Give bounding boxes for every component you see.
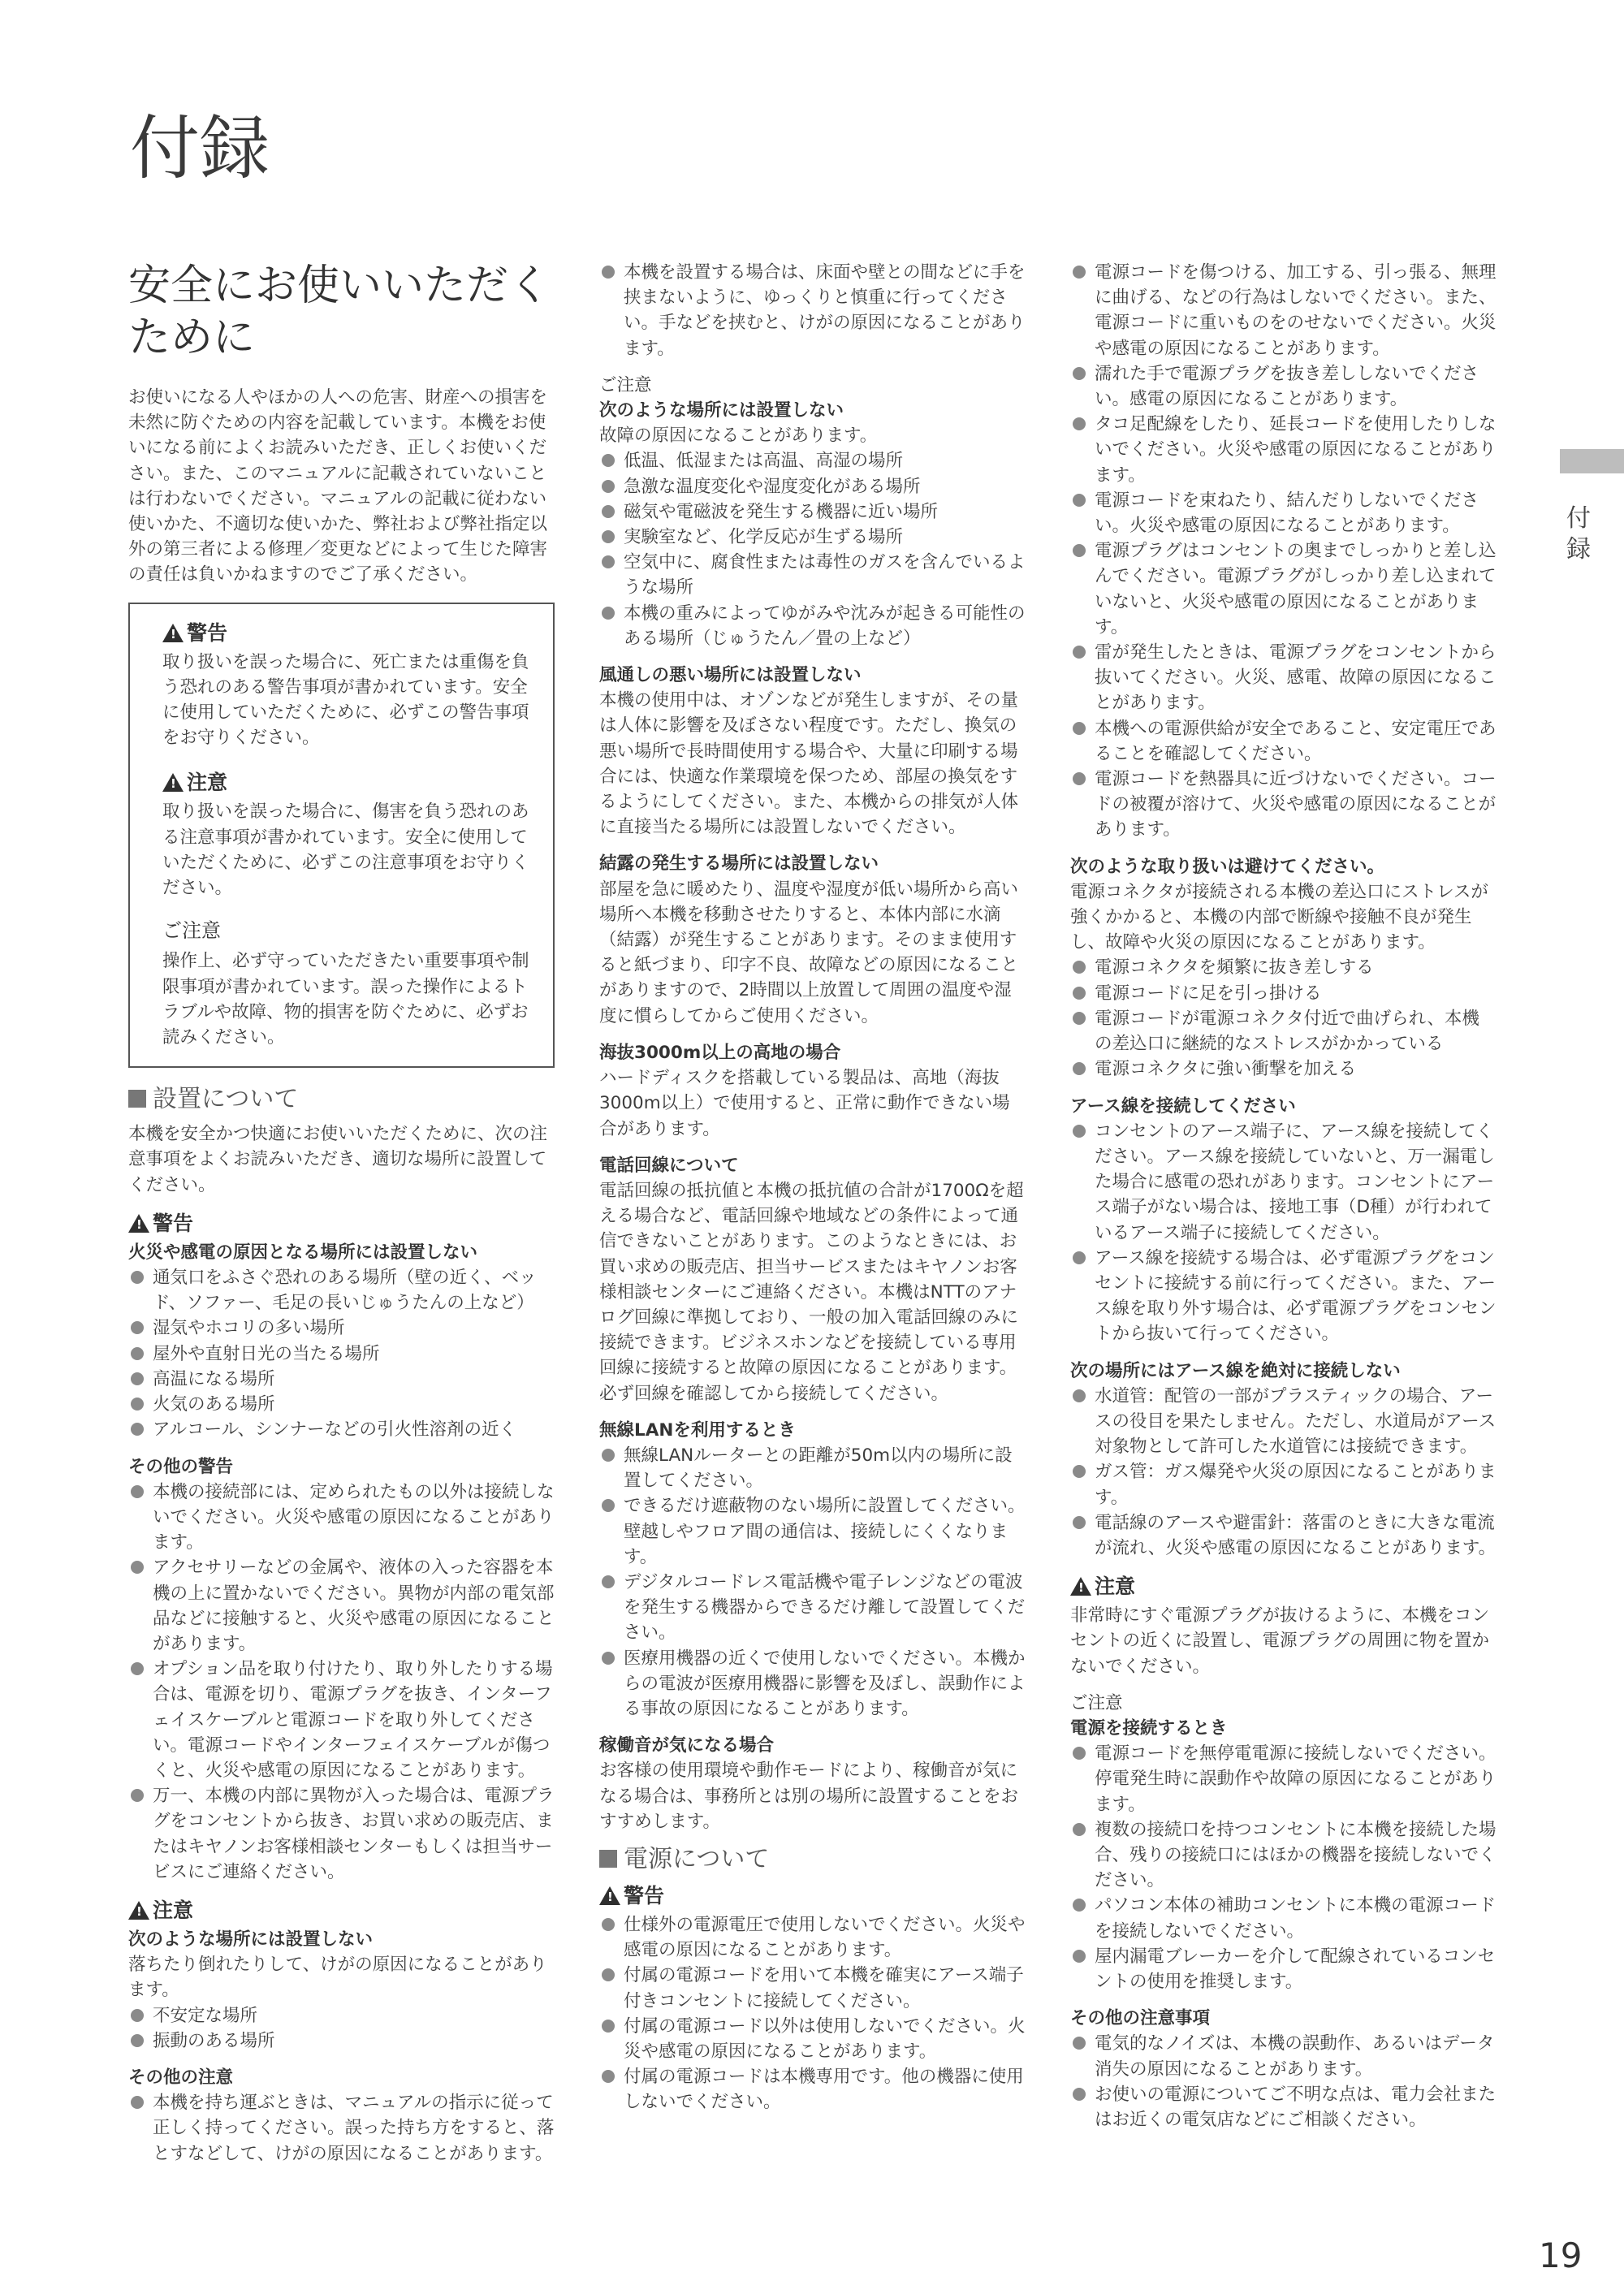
legend-notice-text: 操作上、必ず守っていただきたい重要事項や制限事項が書かれています。誤った操作によるトラブルや故障、物的損害を防ぐために、必ずお読みください。 xyxy=(162,951,529,1048)
caution-triangle-icon xyxy=(162,773,184,792)
list-item: 付属の電源コードを用いて本機を確実にアース端子付きコンセントに接続してください。 xyxy=(599,1963,1026,2013)
n2-text: 本機の使用中は、オゾンなどが発生しますが、その量は人体に影響を及ぼさない程度です。ただし、換気の悪い場所で長時間使用する場合や、大量に印刷する場合には、快適な作業環境を保つため、部屋の換気をするようにしてください。また、本機からの排気が人体に直接当たる場所には設置しないでください。 xyxy=(599,690,1019,838)
list-item: 電源コードが電源コネクタ付近で曲げられ、本機の差込口に継続的なストレスがかかっている xyxy=(1070,1006,1497,1056)
list-item: 電気的なノイズは、本機の誤動作、あるいはデータ消失の原因になることがあります。 xyxy=(1070,2031,1497,2081)
list-item: お使いの電源についてご不明な点は、電力会社またはお近くの電気店などにご相談ください。 xyxy=(1070,2082,1497,2132)
warning-triangle-icon xyxy=(128,1214,149,1233)
connect-list xyxy=(1070,1741,1497,1994)
list-item: 急激な温度変化や湿度変化がある場所 xyxy=(599,474,1026,499)
list-item: コンセントのアース端子に、アース線を接続してください。アース線を接続していないと、万一漏電した場合に感電の恐れがあります。コンセントにアース端子がない場合は、接地工事（D種）が行われているアース端子に接続してください。 xyxy=(1070,1119,1497,1246)
ground-list xyxy=(1070,1119,1497,1347)
legend-warning-title: !警告 xyxy=(162,619,532,648)
safety-heading: 安全にお使いいただくために xyxy=(128,261,551,362)
top-list xyxy=(599,260,1026,361)
list-item: 高温になる場所 xyxy=(128,1367,555,1392)
list-item: 付属の電源コードは本機専用です。他の機器に使用しないでください。 xyxy=(599,2064,1026,2115)
legend-caution-title: !注意 xyxy=(162,768,532,797)
list-item: 本機を持ち運ぶときは、マニュアルの指示に従って正しく持ってください。誤った持ち方をすると、落とすなどして、けがの原因になることがあります。 xyxy=(128,2090,555,2167)
caution-head-2: その他の注意 xyxy=(128,2067,234,2088)
warn-list-1 xyxy=(128,1265,555,1442)
n1-head: 次のような場所には設置しない xyxy=(599,400,844,421)
no-ground-head: 次の場所にはアース線を絶対に接続しない xyxy=(1070,1360,1401,1381)
handling-head: 次のような取り扱いは避けてください。 xyxy=(1070,856,1385,877)
column-1 xyxy=(128,260,555,2167)
list-item: 雷が発生したときは、電源プラグをコンセントから抜いてください。火災、感電、故障の原因になることがあります。 xyxy=(1070,640,1497,716)
warn-head-1: 火災や感電の原因となる場所には設置しない xyxy=(128,1242,478,1263)
caution-triangle-icon xyxy=(128,1901,149,1920)
n4-text: ハードディスクを搭載している製品は、高地（海抜3000m以上）で使用すると、正常に動作できない場合があります。 xyxy=(599,1068,1010,1139)
list-item: 電源プラグはコンセントの奥までしっかりと差し込んでください。電源プラグがしっかり差し込まれていないと、火災や感電の原因になることがあります。 xyxy=(1070,538,1497,640)
list-item: 不安定な場所 xyxy=(128,2003,555,2028)
n6-list xyxy=(599,1443,1026,1722)
list-item: 電源コードを無停電電源に接続しないでください。停電発生時に誤動作や故障の原因になることがあります。 xyxy=(1070,1741,1497,1817)
list-item: 電源コードに足を引っ掛ける xyxy=(1070,981,1497,1006)
handling-list xyxy=(1070,955,1497,1082)
handling-text: 電源コネクタが接続される本機の差込口にストレスが強くかかると、本機の内部で断線や接触不良が発生し、故障や火災の原因になることがあります。 xyxy=(1070,881,1488,953)
connect-head: 電源を接続するとき xyxy=(1070,1717,1228,1739)
n6-head: 無線LANを利用するとき xyxy=(599,1419,796,1441)
legend-caution-text: 取り扱いを誤った場合に、傷害を負う恐れのある注意事項が書かれています。安全に使用していただくために、必ずこの注意事項をお守りください。 xyxy=(162,801,529,899)
section-tab-label: 付録 xyxy=(1566,504,1591,564)
install-section-heading: 設置について xyxy=(128,1084,555,1115)
list-item: 湿気やホコリの多い場所 xyxy=(128,1315,555,1341)
n3-text: 部屋を急に暖めたり、温度や湿度が低い場所から高い場所へ本機を移動させたりすると、本体内部に水滴（結露）が発生することがあります。そのまま使用すると紙づまり、印字不良、故障などの原因になることがありますので、2時間以上放置して周囲の温度や湿度に慣らしてからご使用ください。 xyxy=(599,879,1019,1026)
list-item: 本機の重みによってゆがみや沈みが起きる可能性のある場所（じゅうたん／畳の上など） xyxy=(599,601,1026,651)
n2-head: 風通しの悪い場所には設置しない xyxy=(599,665,862,686)
caution-head-1: 次のような場所には設置しない xyxy=(128,1929,374,1950)
list-item: 実験室など、化学反応が生ずる場所 xyxy=(599,525,1026,550)
warning-triangle-icon xyxy=(162,624,184,642)
other-notes-head: その他の注意事項 xyxy=(1070,2008,1211,2029)
list-item: 電源コードを束ねたり、結んだりしないでください。火災や感電の原因になることがあります。 xyxy=(1070,488,1497,538)
list-item: アクセサリーなどの金属や、液体の入った容器を本機の上に置かないでください。異物が内部の電気部品などに接触すると、火災や感電の原因になることがあります。 xyxy=(128,1555,555,1657)
list-item: デジタルコードレス電話機や電子レンジなどの電波を発生する機器からできるだけ離して設置してください。 xyxy=(599,1570,1026,1646)
list-item: タコ足配線をしたり、延長コードを使用したりしないでください。火災や感電の原因になることがあります。 xyxy=(1070,412,1497,488)
list-item: 本機を設置する場合は、床面や壁との間などに手を挟まないように、ゆっくりと慎重に行ってください。手などを挟むと、けがの原因になることがあります。 xyxy=(599,260,1026,361)
list-item: 本機の接続部には、定められたもの以外は接続しないでください。火災や感電の原因になることがあります。 xyxy=(128,1480,555,1556)
legend-notice-title: ご注意 xyxy=(162,919,221,943)
list-item: 電源コネクタに強い衝撃を加える xyxy=(1070,1056,1497,1082)
caution-text-1: 落ちたり倒れたりして、けがの原因になることがあります。 xyxy=(128,1955,547,2001)
list-item: オプション品を取り付けたり、取り外したりする場合は、電源を切り、電源プラグを抜き、インターフェイスケーブルと電源コードを取り外してください。電源コードやインターフェイスケーブルが傷つくと、火災や感電の原因になることがあります。 xyxy=(128,1657,555,1783)
no-ground-list xyxy=(1070,1384,1497,1561)
list-item: 低温、低湿または高温、高湿の場所 xyxy=(599,448,1026,473)
n1-text: 故障の原因になることがあります。 xyxy=(599,426,878,447)
list-item: 本機への電源供給が安全であること、安定電圧であることを確認してください。 xyxy=(1070,716,1497,767)
power-caution-text: 非常時にすぐ電源プラグが抜けるように、本機をコンセントの近くに設置し、電源プラグの周囲に物を置かないでください。 xyxy=(1070,1605,1490,1677)
n5-text: 電話回線の抵抗値と本機の抵抗値の合計が1700Ωを超える場合など、電話回線や地域などの条件によって通信できないことがあります。このようなときには、お買い求めの販売店、担当サービスまたはキヤノンお客様相談センターにご連絡ください。本機はNTTのアナログ回線に準拠しており、一般の加入電話回線のみに接続できます。ビジネスホンなどを接続している専用回線に接続すると故障の原因になることがあります。必ず回線を確認してから接続してください。 xyxy=(599,1180,1024,1404)
power-section-heading: 電源について xyxy=(599,1844,1026,1875)
list-item: 複数の接続口を持つコンセントに本機を接続した場合、残りの接続口にはほかの機器を接続しないでください。 xyxy=(1070,1817,1497,1894)
list-item: 空気中に、腐食性または毒性のガスを含んでいるような場所 xyxy=(599,550,1026,600)
n7-head: 稼働音が気になる場合 xyxy=(599,1735,775,1756)
list-item: 磁気や電磁波を発生する機器に近い場所 xyxy=(599,499,1026,525)
power-notice-title: ご注意 xyxy=(1070,1692,1123,1713)
list-item: 付属の電源コード以外は使用しないでください。火災や感電の原因になることがあります。 xyxy=(599,2014,1026,2064)
list-item: 屋内漏電ブレーカーを介して配線されているコンセントの使用を推奨します。 xyxy=(1070,1944,1497,1994)
list-item: 医療用機器の近くで使用しないでください。本機からの電波が医療用機器に影響を及ぼし、誤動作による事故の原因になることがあります。 xyxy=(599,1646,1026,1722)
n5-head: 電話回線について xyxy=(599,1155,739,1176)
install-caution-title: !注意 xyxy=(128,1896,555,1925)
warn-head-2: その他の警告 xyxy=(128,1456,234,1477)
warn-list-2 xyxy=(128,1480,555,1885)
other-notes-list xyxy=(1070,2031,1497,2132)
list-item: ガス管：ガス爆発や火災の原因になることがあります。 xyxy=(1070,1459,1497,1510)
install-warning-title: !警告 xyxy=(128,1209,555,1238)
column-3 xyxy=(1070,260,1497,2132)
page-title: 付録 xyxy=(130,108,270,189)
list-item: 火気のある場所 xyxy=(128,1392,555,1417)
caution-list-2 xyxy=(128,2090,555,2167)
n7-text: お客様の使用環境や動作モードにより、稼働音が気になる場合は、事務所とは別の場所に設置することをおすすめします。 xyxy=(599,1760,1019,1832)
list-item: 振動のある場所 xyxy=(128,2028,555,2054)
power-warning-title: !警告 xyxy=(599,1881,1026,1911)
symbol-legend-box xyxy=(128,603,555,1069)
power-cord-list xyxy=(1070,260,1497,843)
list-item: 電源コードを傷つける、加工する、引っ張る、無理に曲げる、などの行為はしないでください。また、電源コードに重いものをのせないでください。火災や感電の原因になることがあります。 xyxy=(1070,260,1497,361)
list-item: 電源コネクタを頻繁に抜き差しする xyxy=(1070,955,1497,980)
section-tab xyxy=(1560,449,1624,473)
list-item: 通気口をふさぐ恐れのある場所（壁の近く、ベッド、ソファー、毛足の長いじゅうたんの上など） xyxy=(128,1265,555,1315)
install-intro: 本機を安全かつ快適にお使いいただくために、次の注意事項をよくお読みいただき、適切な場所に設置してください。 xyxy=(128,1124,548,1195)
list-item: アルコール、シンナーなどの引火性溶剤の近く xyxy=(128,1417,555,1442)
notice-title: ご注意 xyxy=(599,374,652,395)
list-item: 電話線のアースや避雷針：落雷のときに大きな電流が流れ、火災や感電の原因になることがあります。 xyxy=(1070,1510,1497,1561)
column-2 xyxy=(599,260,1026,2115)
list-item: できるだけ遮蔽物のない場所に設置してください。壁越しやフロア間の通信は、接続しにくくなります。 xyxy=(599,1493,1026,1570)
warning-triangle-icon xyxy=(599,1886,620,1905)
safety-intro: お使いになる人やほかの人への危害、財産への損害を未然に防ぐための内容を記載しています。本機をお使いになる前によくお読みいただき、正しくお使いください。また、このマニュアルに記載されていないことは行わないでください。マニュアルの記載に従わない使いかた、不適切な使いかた、弊社および弊社指定以外の第三者による修理／変更などによって生じた障害の責任は負いかねますのでご了承ください。 xyxy=(128,387,548,585)
power-caution-title: !注意 xyxy=(1070,1572,1497,1601)
square-bullet-icon xyxy=(599,1850,617,1868)
square-bullet-icon xyxy=(128,1090,146,1108)
caution-list-1 xyxy=(128,2003,555,2054)
list-item: 仕様外の電源電圧で使用しないでください。火災や感電の原因になることがあります。 xyxy=(599,1912,1026,1963)
caution-triangle-icon xyxy=(1070,1577,1091,1596)
page-number: 19 xyxy=(1539,2236,1583,2275)
list-item: 万一、本機の内部に異物が入った場合は、電源プラグをコンセントから抜き、お買い求めの販売店、またはキヤノンお客様相談センターもしくは担当サービスにご連絡ください。 xyxy=(128,1783,555,1885)
list-item: 濡れた手で電源プラグを抜き差ししないでください。感電の原因になることがあります。 xyxy=(1070,361,1497,412)
ground-head: アース線を接続してください xyxy=(1070,1095,1296,1117)
list-item: 無線LANルーターとの距離が50m以内の場所に設置してください。 xyxy=(599,1443,1026,1493)
n3-head: 結露の発生する場所には設置しない xyxy=(599,853,879,875)
list-item: 屋外や直射日光の当たる場所 xyxy=(128,1341,555,1367)
list-item: 電源コードを熱器具に近づけないでください。コードの被覆が溶けて、火災や感電の原因になることがあります。 xyxy=(1070,767,1497,843)
list-item: パソコン本体の補助コンセントに本機の電源コードを接続しないでください。 xyxy=(1070,1893,1497,1943)
n4-head: 海抜3000m以上の高地の場合 xyxy=(599,1042,841,1063)
n1-list xyxy=(599,448,1026,651)
list-item: 水道管：配管の一部がプラスティックの場合、アースの役目を果たしません。ただし、水道局がアース対象物として許可した水道管には接続できます。 xyxy=(1070,1384,1497,1460)
power-warning-list xyxy=(599,1912,1026,2115)
legend-warning-text: 取り扱いを誤った場合に、死亡または重傷を負う恐れのある警告事項が書かれています。安全に使用していただくために、必ずこの警告事項をお守りください。 xyxy=(162,651,529,749)
list-item: アース線を接続する場合は、必ず電源プラグをコンセントに接続する前に行ってください。また、アース線を取り外す場合は、必ず電源プラグをコンセントから抜いて行ってください。 xyxy=(1070,1246,1497,1347)
